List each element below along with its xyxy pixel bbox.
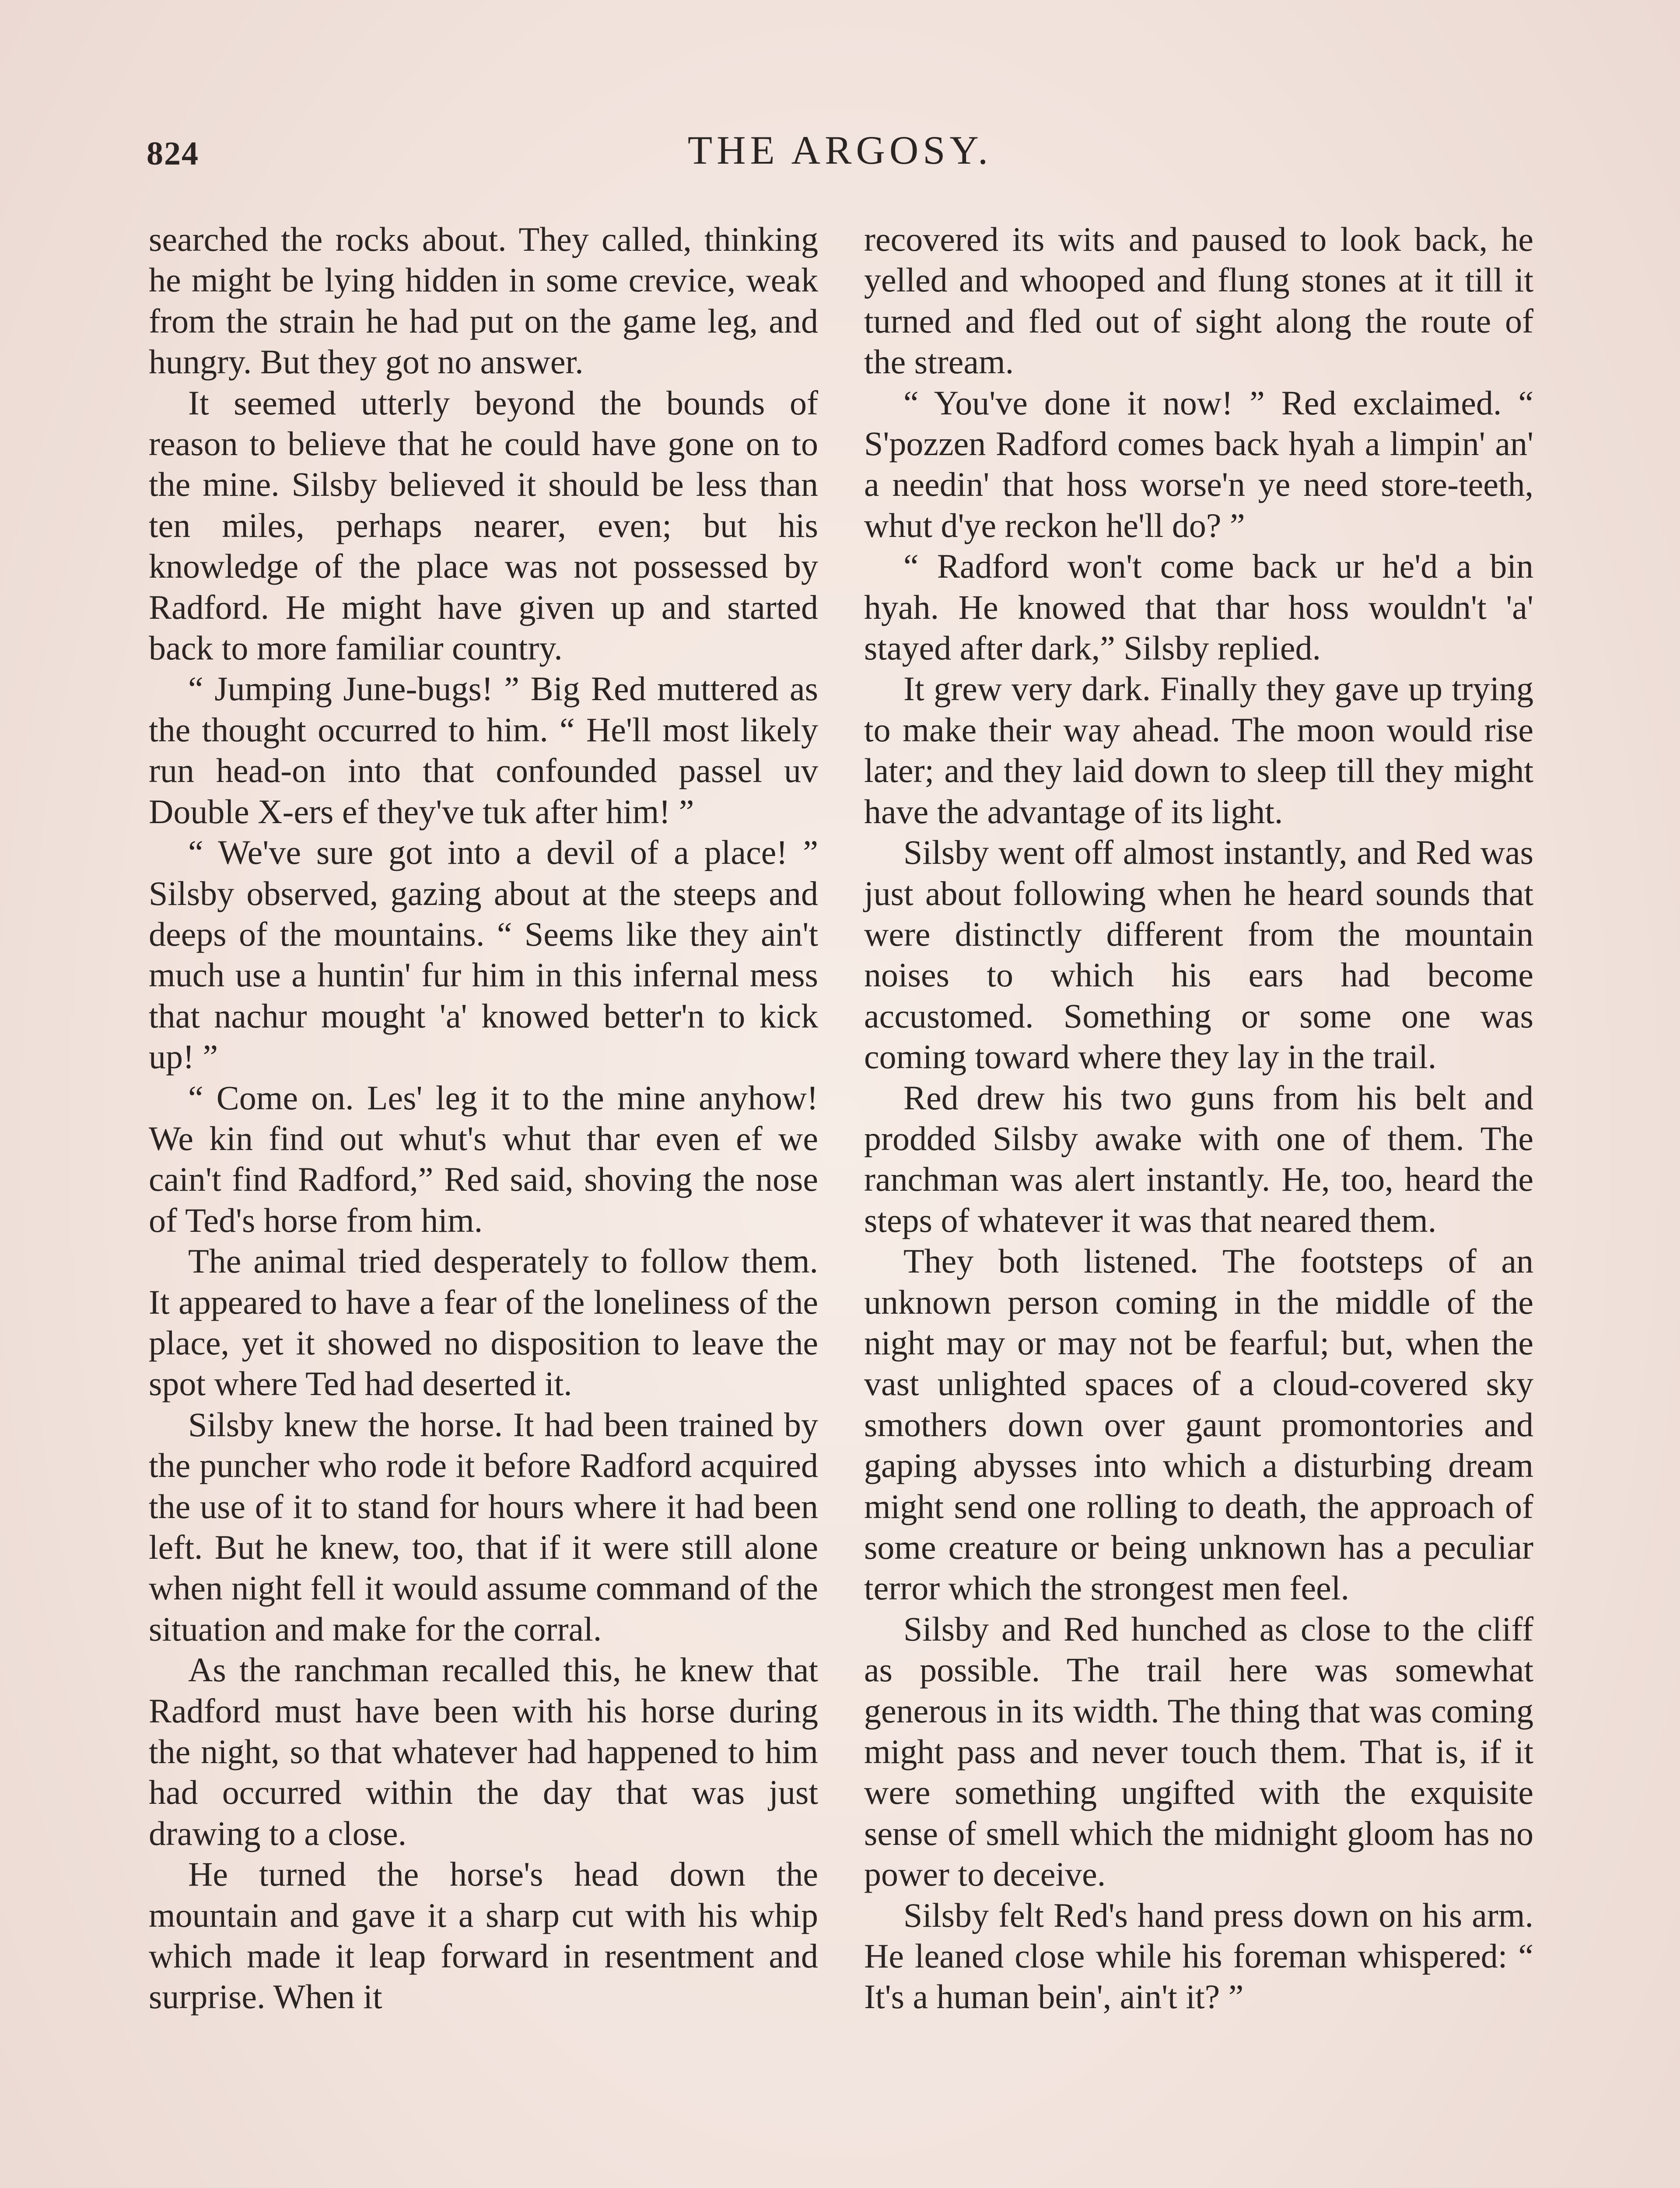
paragraph: He turned the horse's head down the mountain and gave it a sharp cut with his whip which made it leap forward in resentment and surprise. When it bbox=[149, 1855, 818, 2016]
paragraph: “ Radford won't come back ur he'd a bin hyah. He knowed that thar hoss wouldn't 'a' stayed after dark,” Silsby replied. bbox=[864, 547, 1533, 667]
paragraph: The animal tried desperately to follow them. It appeared to have a fear of the loneliness of the place, yet it showed no disposition to leave the spot where Ted had deserted it. bbox=[149, 1242, 818, 1403]
paragraph: Silsby went off almost instantly, and Red was just about following when he heard sounds that were distinctly different from the mountain noises to which his ears had become accustomed. Something or some one was coming toward where they lay in the trail. bbox=[864, 833, 1533, 1076]
paragraph: Silsby felt Red's hand press down on his arm. He leaned close while his foreman whispered: “ It's a human bein', ain't it? ” bbox=[864, 1896, 1533, 2016]
paragraph: Silsby and Red hunched as close to the cliff as possible. The trail here was somewhat generous in its width. The thing that was coming might pass and never touch them. That is, if it were something ungifted with the exquisite sense of smell which the midnight gloom has no power to deceive. bbox=[864, 1609, 1533, 1893]
right-column bbox=[864, 219, 1533, 2017]
paragraph: “ Jumping June-bugs! ” Big Red muttered as the thought occurred to him. “ He'll most likely run head-on into that confounded passel uv Double X-ers ef they've tuk after him! ” bbox=[149, 670, 818, 831]
paragraph: “ We've sure got into a devil of a place! ” Silsby observed, gazing about at the steeps and deeps of the mountains. “ Seems like they ain't much use a huntin' fur him in this infernal mess that nachur mought 'a' knowed better'n to kick up! ” bbox=[149, 833, 818, 1076]
paragraph: Silsby knew the horse. It had been trained by the puncher who rode it before Radford acquired the use of it to stand for hours where it had been left. But he knew, too, that if it were still alone when night fell it would assume command of the situation and make for the corral. bbox=[149, 1405, 818, 1648]
paragraph: It grew very dark. Finally they gave up trying to make their way ahead. The moon would rise later; and they laid down to sleep till they might have the advantage of its light. bbox=[864, 670, 1533, 831]
paragraph: They both listened. The footsteps of an unknown person coming in the middle of the night may or may not be fearful; but, when the vast unlighted spaces of a cloud-covered sky smothers down over gaunt promontories and gaping abysses into which a disturbing dream might send one rolling to death, the approach of some creature or being unknown has a peculiar terror which the strongest men feel. bbox=[864, 1242, 1533, 1607]
paragraph: As the ranchman recalled this, he knew that Radford must have been with his horse during the night, so that whatever had happened to him had occurred within the day that was just drawing to a close. bbox=[149, 1651, 818, 1852]
paragraph: Red drew his two guns from his belt and prodded Silsby awake with one of them. The ranchman was alert instantly. He, too, heard the steps of whatever it was that neared them. bbox=[864, 1078, 1533, 1239]
paragraph: It seemed utterly beyond the bounds of reason to believe that he could have gone on to the mine. Silsby believed it should be less than ten miles, perhaps nearer, even; but his knowledge of the place was not possessed by Radford. He might have given up and started back to more familiar country. bbox=[149, 383, 818, 667]
left-column bbox=[149, 219, 818, 2017]
paragraph: “ You've done it now! ” Red exclaimed. “ S'pozzen Radford comes back hyah a limpin' an' a needin' that hoss worse'n ye need store-teeth, whut d'ye reckon he'll do? ” bbox=[864, 383, 1533, 544]
paragraph: “ Come on. Les' leg it to the mine anyhow! We kin find out whut's whut thar even ef we cain't find Radford,” Red said, shoving the nose of Ted's horse from him. bbox=[149, 1078, 818, 1239]
paragraph: recovered its wits and paused to look back, he yelled and whooped and flung stones at it till it turned and fled out of sight along the route of the stream. bbox=[864, 220, 1533, 381]
page-header bbox=[147, 127, 1533, 193]
paragraph: searched the rocks about. They called, thinking he might be lying hidden in some crevice, weak from the strain he had put on the game leg, and hungry. But they got no answer. bbox=[149, 220, 818, 381]
page-number: 824 bbox=[147, 135, 199, 172]
running-title: THE ARGOSY. bbox=[687, 128, 993, 172]
